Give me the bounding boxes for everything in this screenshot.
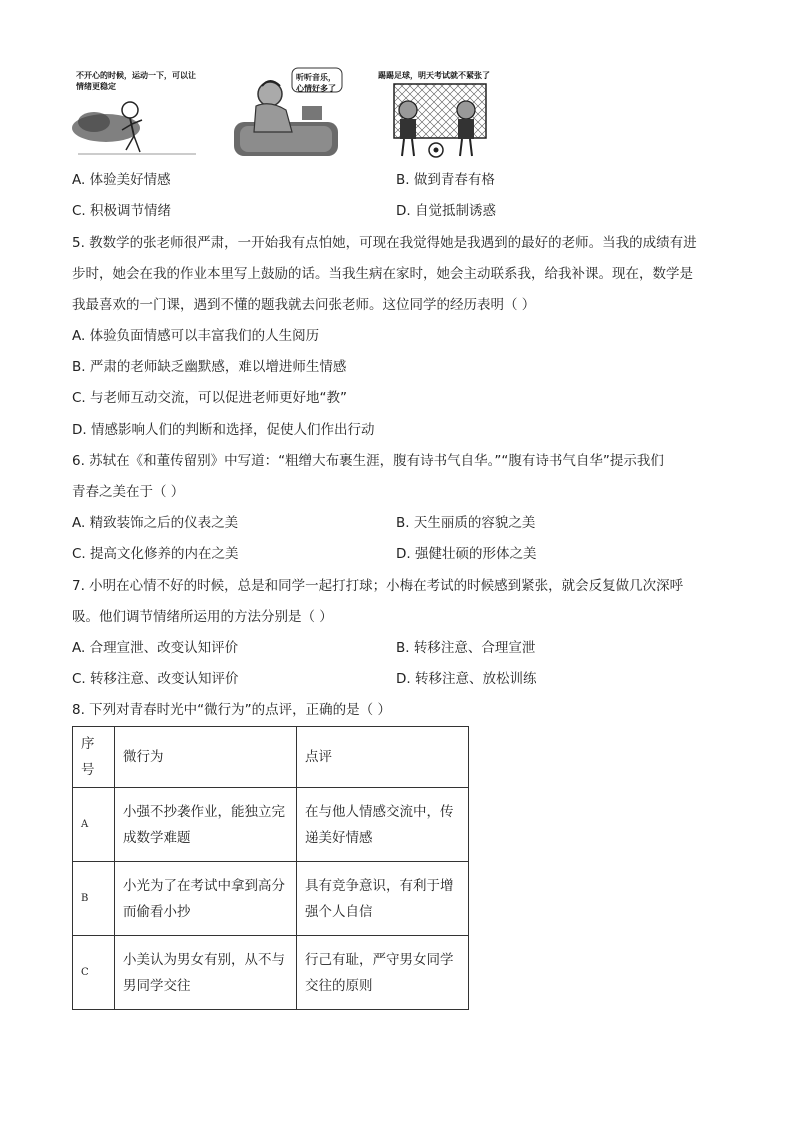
row-comment: 在与他人情感交流中，传递美好情感 (297, 788, 469, 862)
q7-stem-line-2: 吸。他们调节情绪所运用的方法分别是（ ） (72, 609, 333, 625)
q7-option-d[interactable]: D. 转移注意、放松训练 (396, 671, 537, 687)
row-comment: 行己有耻，严守男女同学交往的原则 (297, 936, 469, 1010)
q5-option-b[interactable]: B. 严肃的老师缺乏幽默感，难以增进师生情感 (72, 359, 347, 375)
q6-stem-line-1: 6. 苏轼在《和董传留别》中写道：“粗缯大布裹生涯，腹有诗书气自华。”“腹有诗书气自华”提示我们 (72, 453, 664, 469)
cartoon-football (374, 66, 494, 162)
q8-stem: 8. 下列对青春时光中“微行为”的点评，正确的是（ ） (72, 702, 391, 718)
cartoon-caption: 不开心的时候，运动一下，可以让情绪更稳定 (76, 71, 196, 91)
q4-option-a[interactable]: A. 体验美好情感 (72, 172, 171, 188)
q4-option-c[interactable]: C. 积极调节情绪 (72, 203, 172, 219)
row-behavior: 小强不抄袭作业，能独立完成数学难题 (115, 788, 297, 862)
table-row (73, 788, 469, 862)
q6-stem-line-2: 青春之美在于（ ） (72, 484, 185, 500)
row-label: B (73, 862, 115, 936)
q7-option-b[interactable]: B. 转移注意、合理宣泄 (396, 640, 536, 656)
row-comment: 具有竞争意识，有利于增强个人自信 (297, 862, 469, 936)
table-row (73, 862, 469, 936)
cartoon-music (226, 66, 346, 162)
q5-option-d[interactable]: D. 情感影响人们的判断和选择，促使人们作出行动 (72, 422, 375, 438)
q5-stem-line-3: 我最喜欢的一门课，遇到不懂的题我就去问张老师。这位同学的经历表明（ ） (72, 297, 536, 313)
row-behavior: 小光为了在考试中拿到高分而偷看小抄 (115, 862, 297, 936)
table-row (73, 936, 469, 1010)
q7-option-c[interactable]: C. 转移注意、改变认知评价 (72, 671, 239, 687)
table-header-row (73, 727, 469, 788)
header-behavior: 微行为 (115, 727, 297, 788)
cartoon-caption: 听听音乐，心情好多了 (296, 73, 336, 93)
q6-option-d[interactable]: D. 强健壮硕的形体之美 (396, 546, 537, 562)
header-index: 序号 (73, 727, 115, 788)
q6-option-a[interactable]: A. 精致装饰之后的仪表之美 (72, 515, 239, 531)
q7-option-a[interactable]: A. 合理宣泄、改变认知评价 (72, 640, 239, 656)
football-players-illustration (374, 66, 494, 162)
running-figure-illustration (72, 66, 202, 162)
row-behavior: 小美认为男女有别，从不与男同学交往 (115, 936, 297, 1010)
cartoon-caption: 踢踢足球，明天考试就不紧张了 (378, 71, 490, 80)
q7-stem-line-1: 7. 小明在心情不好的时候，总是和同学一起打打球；小梅在考试的时候感到紧张，就会反复做几次深呼 (72, 578, 684, 594)
q6-option-b[interactable]: B. 天生丽质的容貌之美 (396, 515, 536, 531)
row-label: A (73, 788, 115, 862)
q6-option-c[interactable]: C. 提高文化修养的内在之美 (72, 546, 239, 562)
q5-stem-line-1: 5. 教数学的张老师很严肃，一开始我有点怕她，可现在我觉得她是我遇到的最好的老师。当我的成绩有进 (72, 235, 697, 251)
q4-option-b[interactable]: B. 做到青春有格 (396, 172, 495, 188)
q8-table (72, 726, 469, 1010)
row-label: C (73, 936, 115, 1010)
q5-stem-line-2: 步时，她会在我的作业本里写上鼓励的话。当我生病在家时，她会主动联系我，给我补课。现在，数学是 (72, 266, 693, 282)
header-comment: 点评 (297, 727, 469, 788)
q5-option-c[interactable]: C. 与老师互动交流，可以促进老师更好地“教” (72, 390, 347, 406)
q4-option-d[interactable]: D. 自觉抵制诱惑 (396, 203, 496, 219)
q5-option-a[interactable]: A. 体验负面情感可以丰富我们的人生阅历 (72, 328, 320, 344)
cartoon-running (72, 66, 202, 162)
